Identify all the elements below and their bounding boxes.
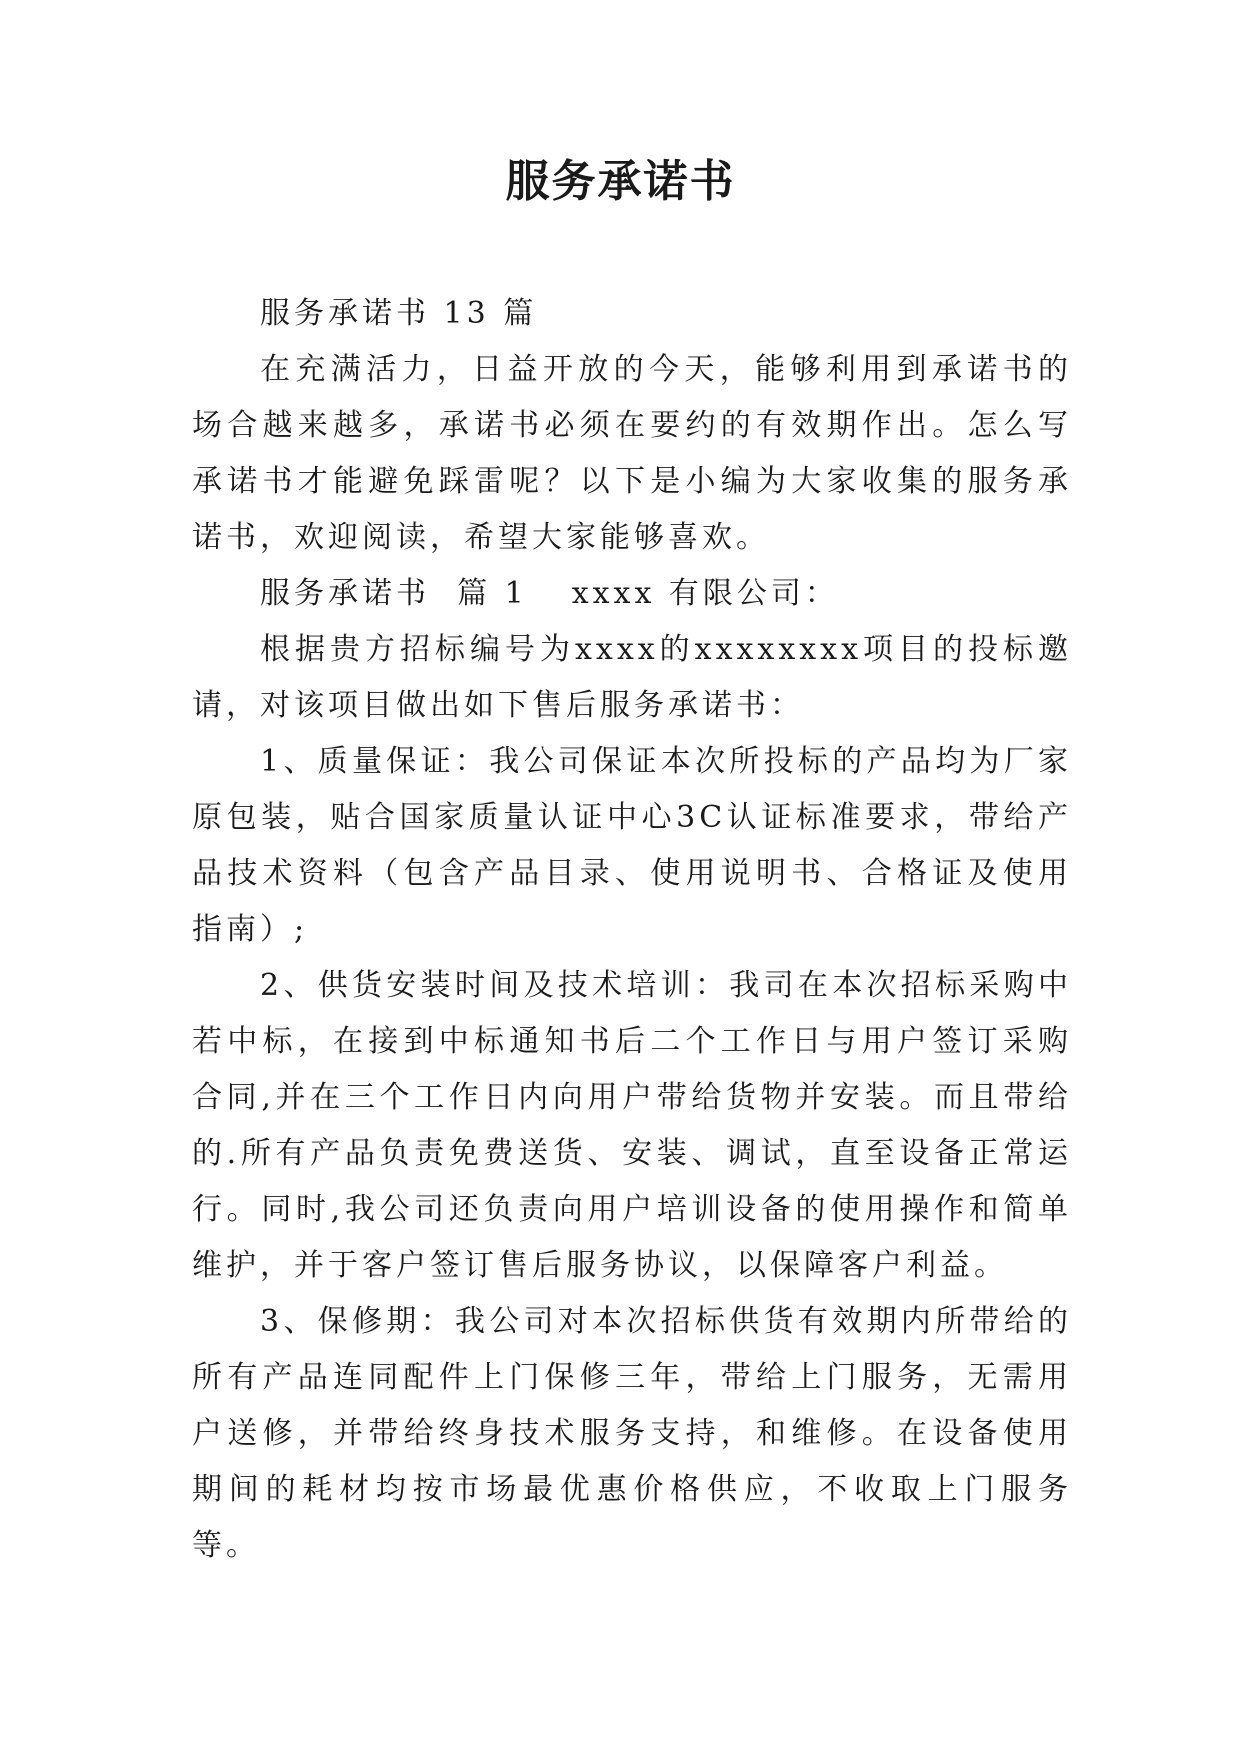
intro-paragraph: 在充满活力，日益开放的今天，能够利用到承诺书的场合越来越多，承诺书必须在要约的有效期作出。怎么写承诺书才能避免踩雷呢？以下是小编为大家收集的服务承诺书，欢迎阅读，希望大家能够喜欢。 [192, 352, 1072, 555]
subtitle-paragraph: 服务承诺书 13 篇 [260, 296, 538, 331]
item3-paragraph: 3、保修期：我公司对本次招标供货有效期内所带给的所有产品连同配件上门保修三年，带给上门服务，无需用户送修，并带给终身技术服务支持，和维修。在设备使用期间的耗材均按市场最优惠价格供应，不收取上门服务等。 [192, 1304, 1072, 1563]
item1-paragraph: 1、质量保证：我公司保证本次所投标的产品均为厂家原包装，贴合国家质量认证中心3C认证标准要求，带给产品技术资料（包含产品目录、使用说明书、合格证及使用指南）; [192, 744, 1072, 947]
document-body [192, 286, 1072, 1574]
document-title: 服务承诺书 [505, 156, 736, 207]
section1-addressee: xxxx 有限公司： [571, 576, 839, 611]
section1-opening-paragraph: 根据贵方招标编号为xxxx的xxxxxxxx项目的投标邀请，对该项目做出如下售后服务承诺书： [192, 632, 1072, 723]
section1-heading: 服务承诺书 篇 1 [260, 576, 528, 611]
section1-heading-paragraph [192, 566, 1072, 622]
item2-paragraph: 2、供货安装时间及技术培训：我司在本次招标采购中若中标，在接到中标通知书后二个工作日与用户签订采购合同,并在三个工作日内向用户带给货物并安装。而且带给的.所有产品负责免费送货、安装、调试，直至设备正常运行。同时,我公司还负责向用户培训设备的使用操作和简单维护，并于客户签订售后服务协议，以保障客户利益。 [192, 968, 1072, 1283]
